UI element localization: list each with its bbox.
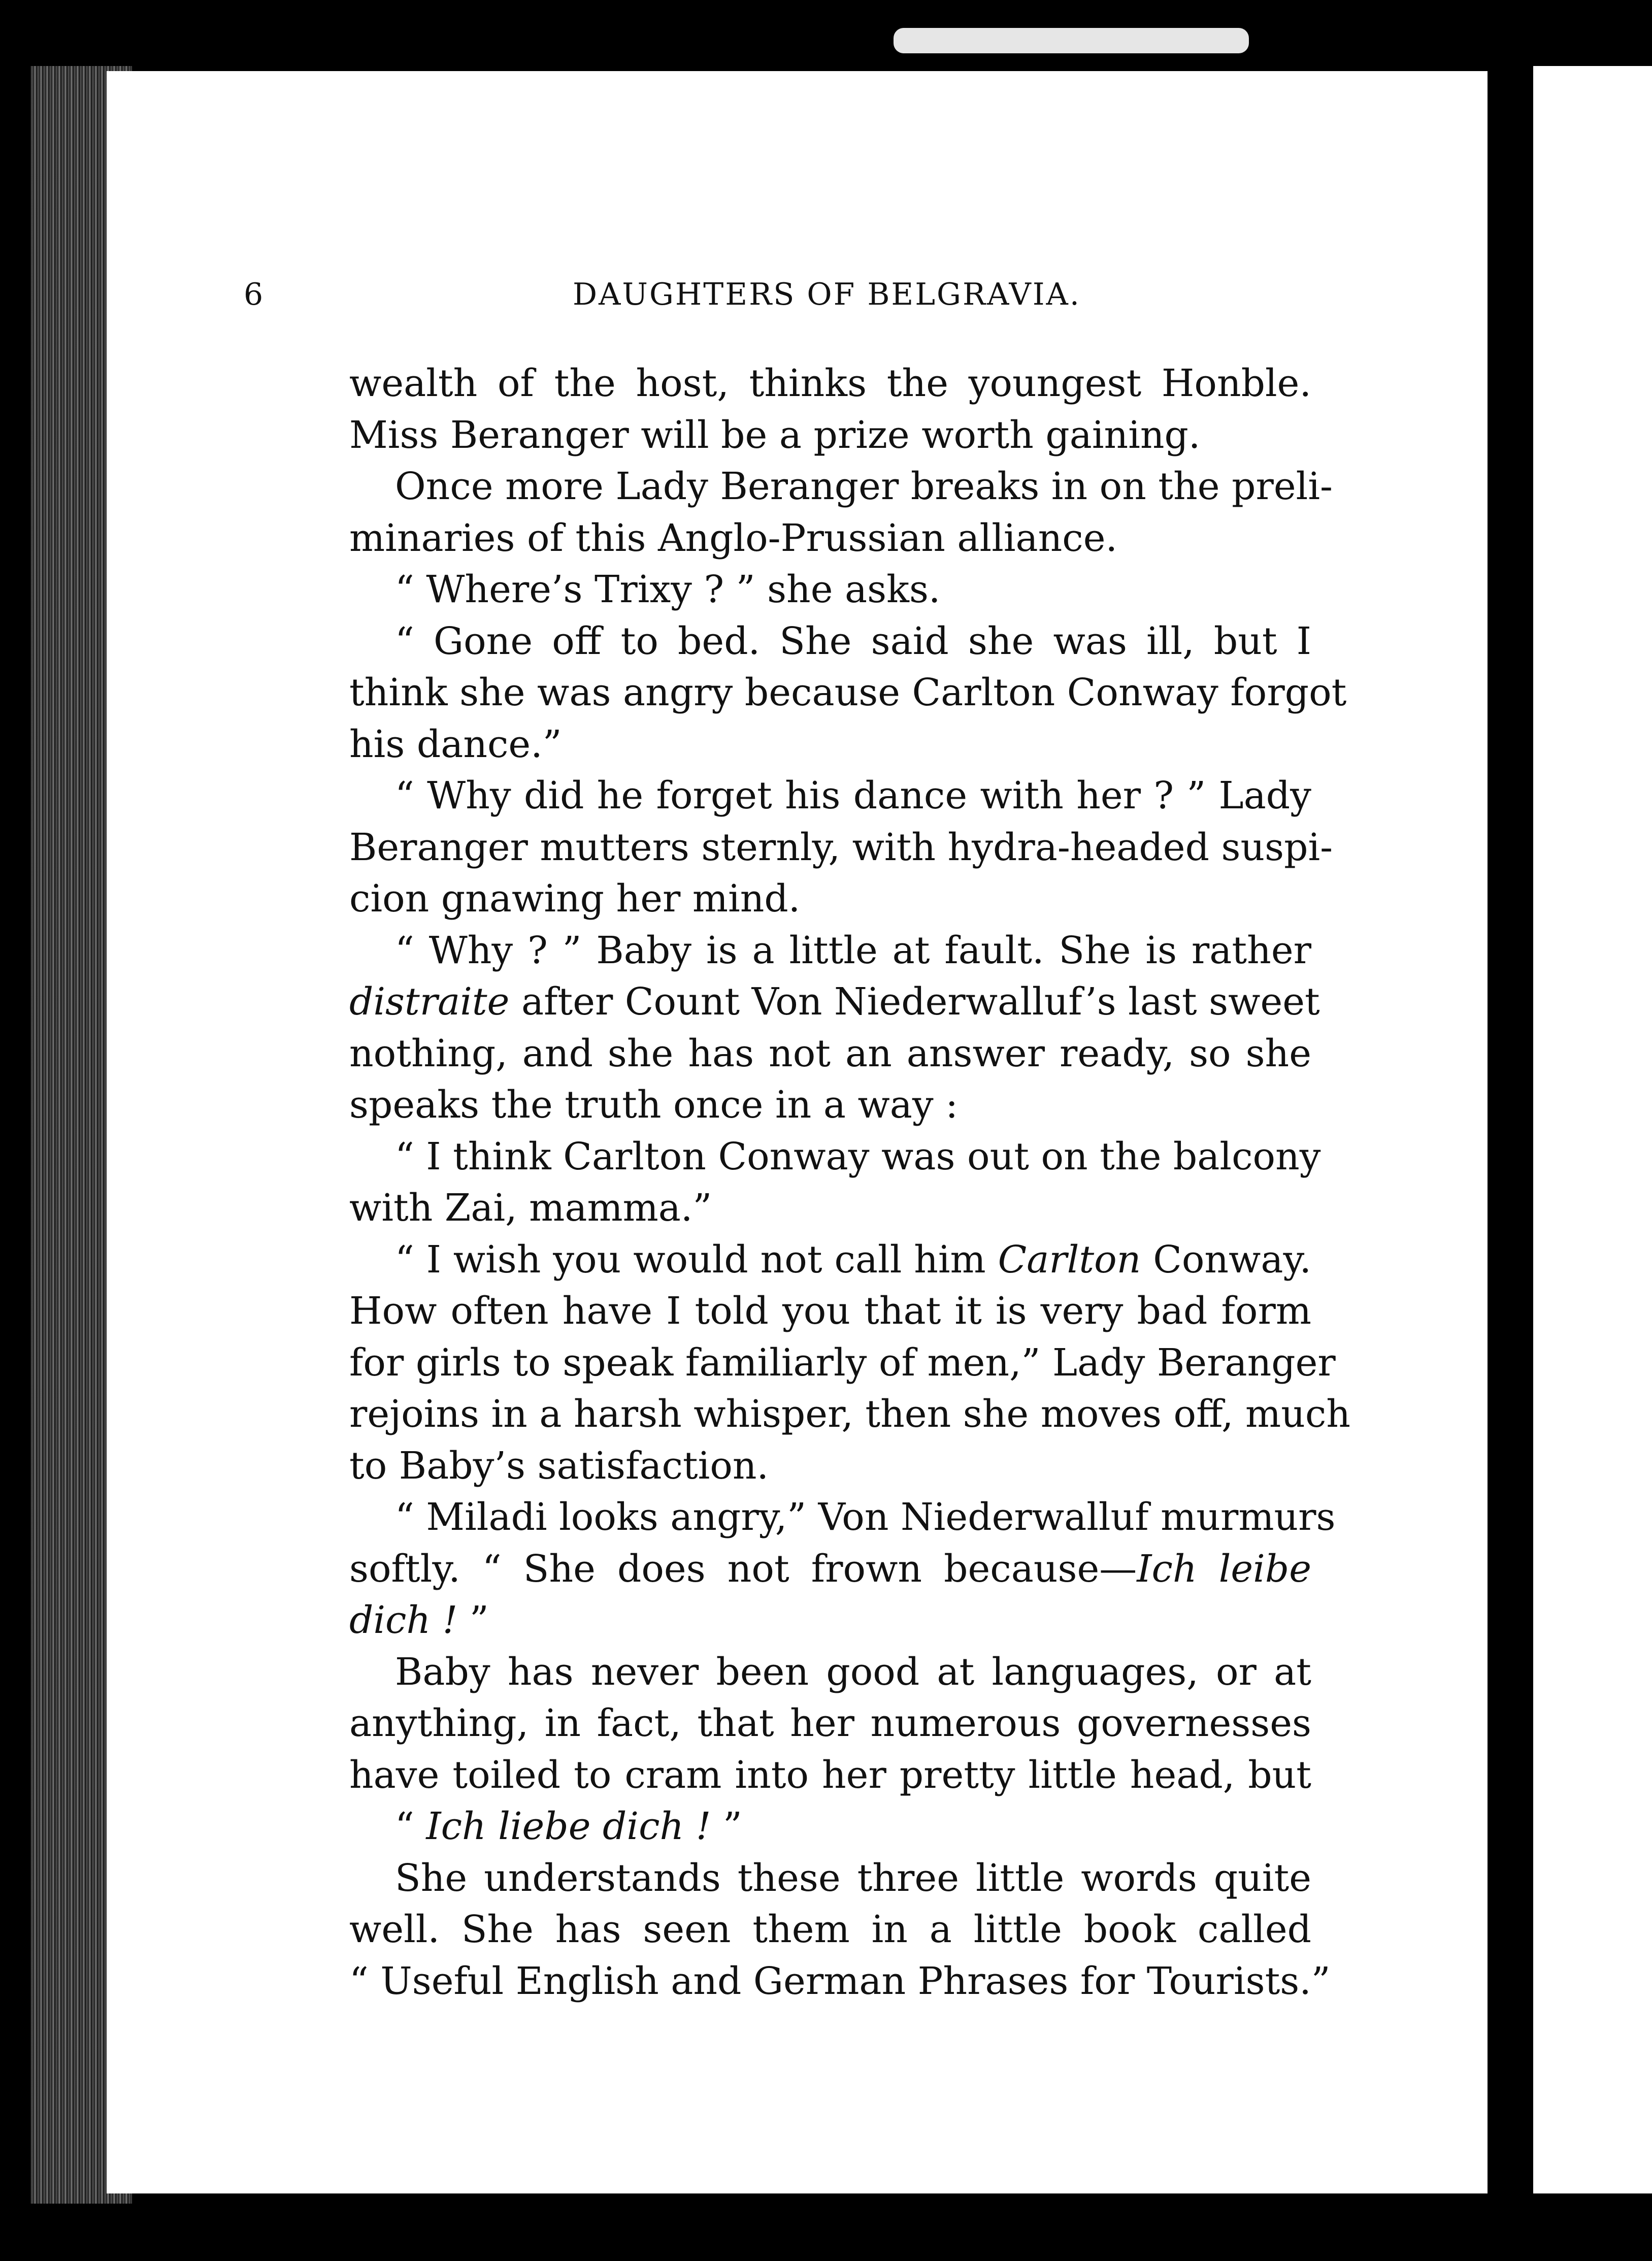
text-line: have toiled to cram into her pretty little head, but — [349, 1753, 1311, 1797]
text-line: Once more Lady Beranger breaks in on the preli- — [395, 465, 1333, 508]
line-text: “ I wish you would not call him — [395, 1237, 998, 1282]
text-line: Beranger mutters sternly, with hydra-headed suspi- — [349, 825, 1333, 869]
italic-text: Carlton — [998, 1237, 1141, 1282]
text-line: “ Useful English and German Phrases for Tourists.” — [349, 1959, 1331, 2003]
italic-text: Ich liebe dich ! — [426, 1805, 711, 1848]
page-border-rule — [1490, 76, 1503, 2199]
page-header — [244, 277, 1081, 322]
text-line: for girls to speak familiarly of men,” Lady Beranger — [349, 1340, 1336, 1385]
page-number: 6 — [244, 277, 265, 312]
text-line: anything, in fact, that her numerous governesses — [349, 1701, 1311, 1745]
text-line: rejoins in a harsh whisper, then she moves off, much — [349, 1392, 1350, 1436]
line-text: after Count Von Niederwalluf’s last sweet — [509, 980, 1320, 1024]
line-text: Conway. — [1141, 1237, 1312, 1282]
text-line: think she was angry because Carlton Conway forgot — [349, 671, 1347, 714]
text-line: to Baby’s satisfaction. — [349, 1444, 769, 1488]
text-line: “ Gone off to bed. She said she was ill, but I — [395, 619, 1311, 663]
line-text: ” — [457, 1598, 489, 1642]
text-line: She understands these three little words quite — [395, 1856, 1311, 1900]
text-line — [349, 976, 1320, 1027]
text-line: “ Where’s Trixy ? ” she asks. — [395, 568, 941, 611]
text-line: with Zai, mamma.” — [349, 1186, 712, 1230]
scan-smudge — [894, 28, 1249, 53]
line-text: “ — [395, 1805, 426, 1848]
text-line — [349, 1544, 1311, 1594]
text-line: well. She has seen them in a little book called — [349, 1908, 1311, 1951]
text-line — [395, 1234, 1311, 1285]
text-line: speaks the truth once in a way : — [349, 1083, 959, 1127]
line-text: ” — [711, 1805, 742, 1848]
text-line: How often have I told you that it is very bad form — [349, 1289, 1311, 1333]
text-line: Miss Beranger will be a prize worth gaining. — [349, 413, 1201, 457]
text-line: cion gnawing her mind. — [349, 877, 801, 921]
text-line: nothing, and she has not an answer ready, so she — [349, 1031, 1311, 1075]
text-line: “ Why did he forget his dance with her ? ” Lady — [395, 774, 1311, 817]
text-line — [349, 1595, 1311, 1646]
text-line — [395, 1801, 1311, 1852]
adjacent-page-strip — [1533, 66, 1652, 2193]
text-line: “ I think Carlton Conway was out on the balcony — [395, 1134, 1321, 1178]
text-line: “ Why ? ” Baby is a little at fault. She is rather — [395, 928, 1311, 972]
text-line: his dance.” — [349, 722, 562, 766]
italic-text: distraite — [349, 980, 510, 1024]
text-line: minaries of this Anglo-Prussian alliance. — [349, 516, 1118, 560]
text-line: “ Miladi looks angry,” Von Niederwalluf murmurs — [395, 1495, 1336, 1539]
running-title: DAUGHTERS OF BELGRAVIA. — [573, 277, 1081, 312]
italic-text: dich ! — [349, 1598, 458, 1642]
text-line: wealth of the host, thinks the youngest Honble. — [349, 362, 1311, 405]
line-text: softly. “ She does not frown because— — [349, 1547, 1137, 1591]
italic-text: Ich leibe — [1137, 1547, 1311, 1591]
text-line: Baby has never been good at languages, or at — [395, 1650, 1311, 1694]
